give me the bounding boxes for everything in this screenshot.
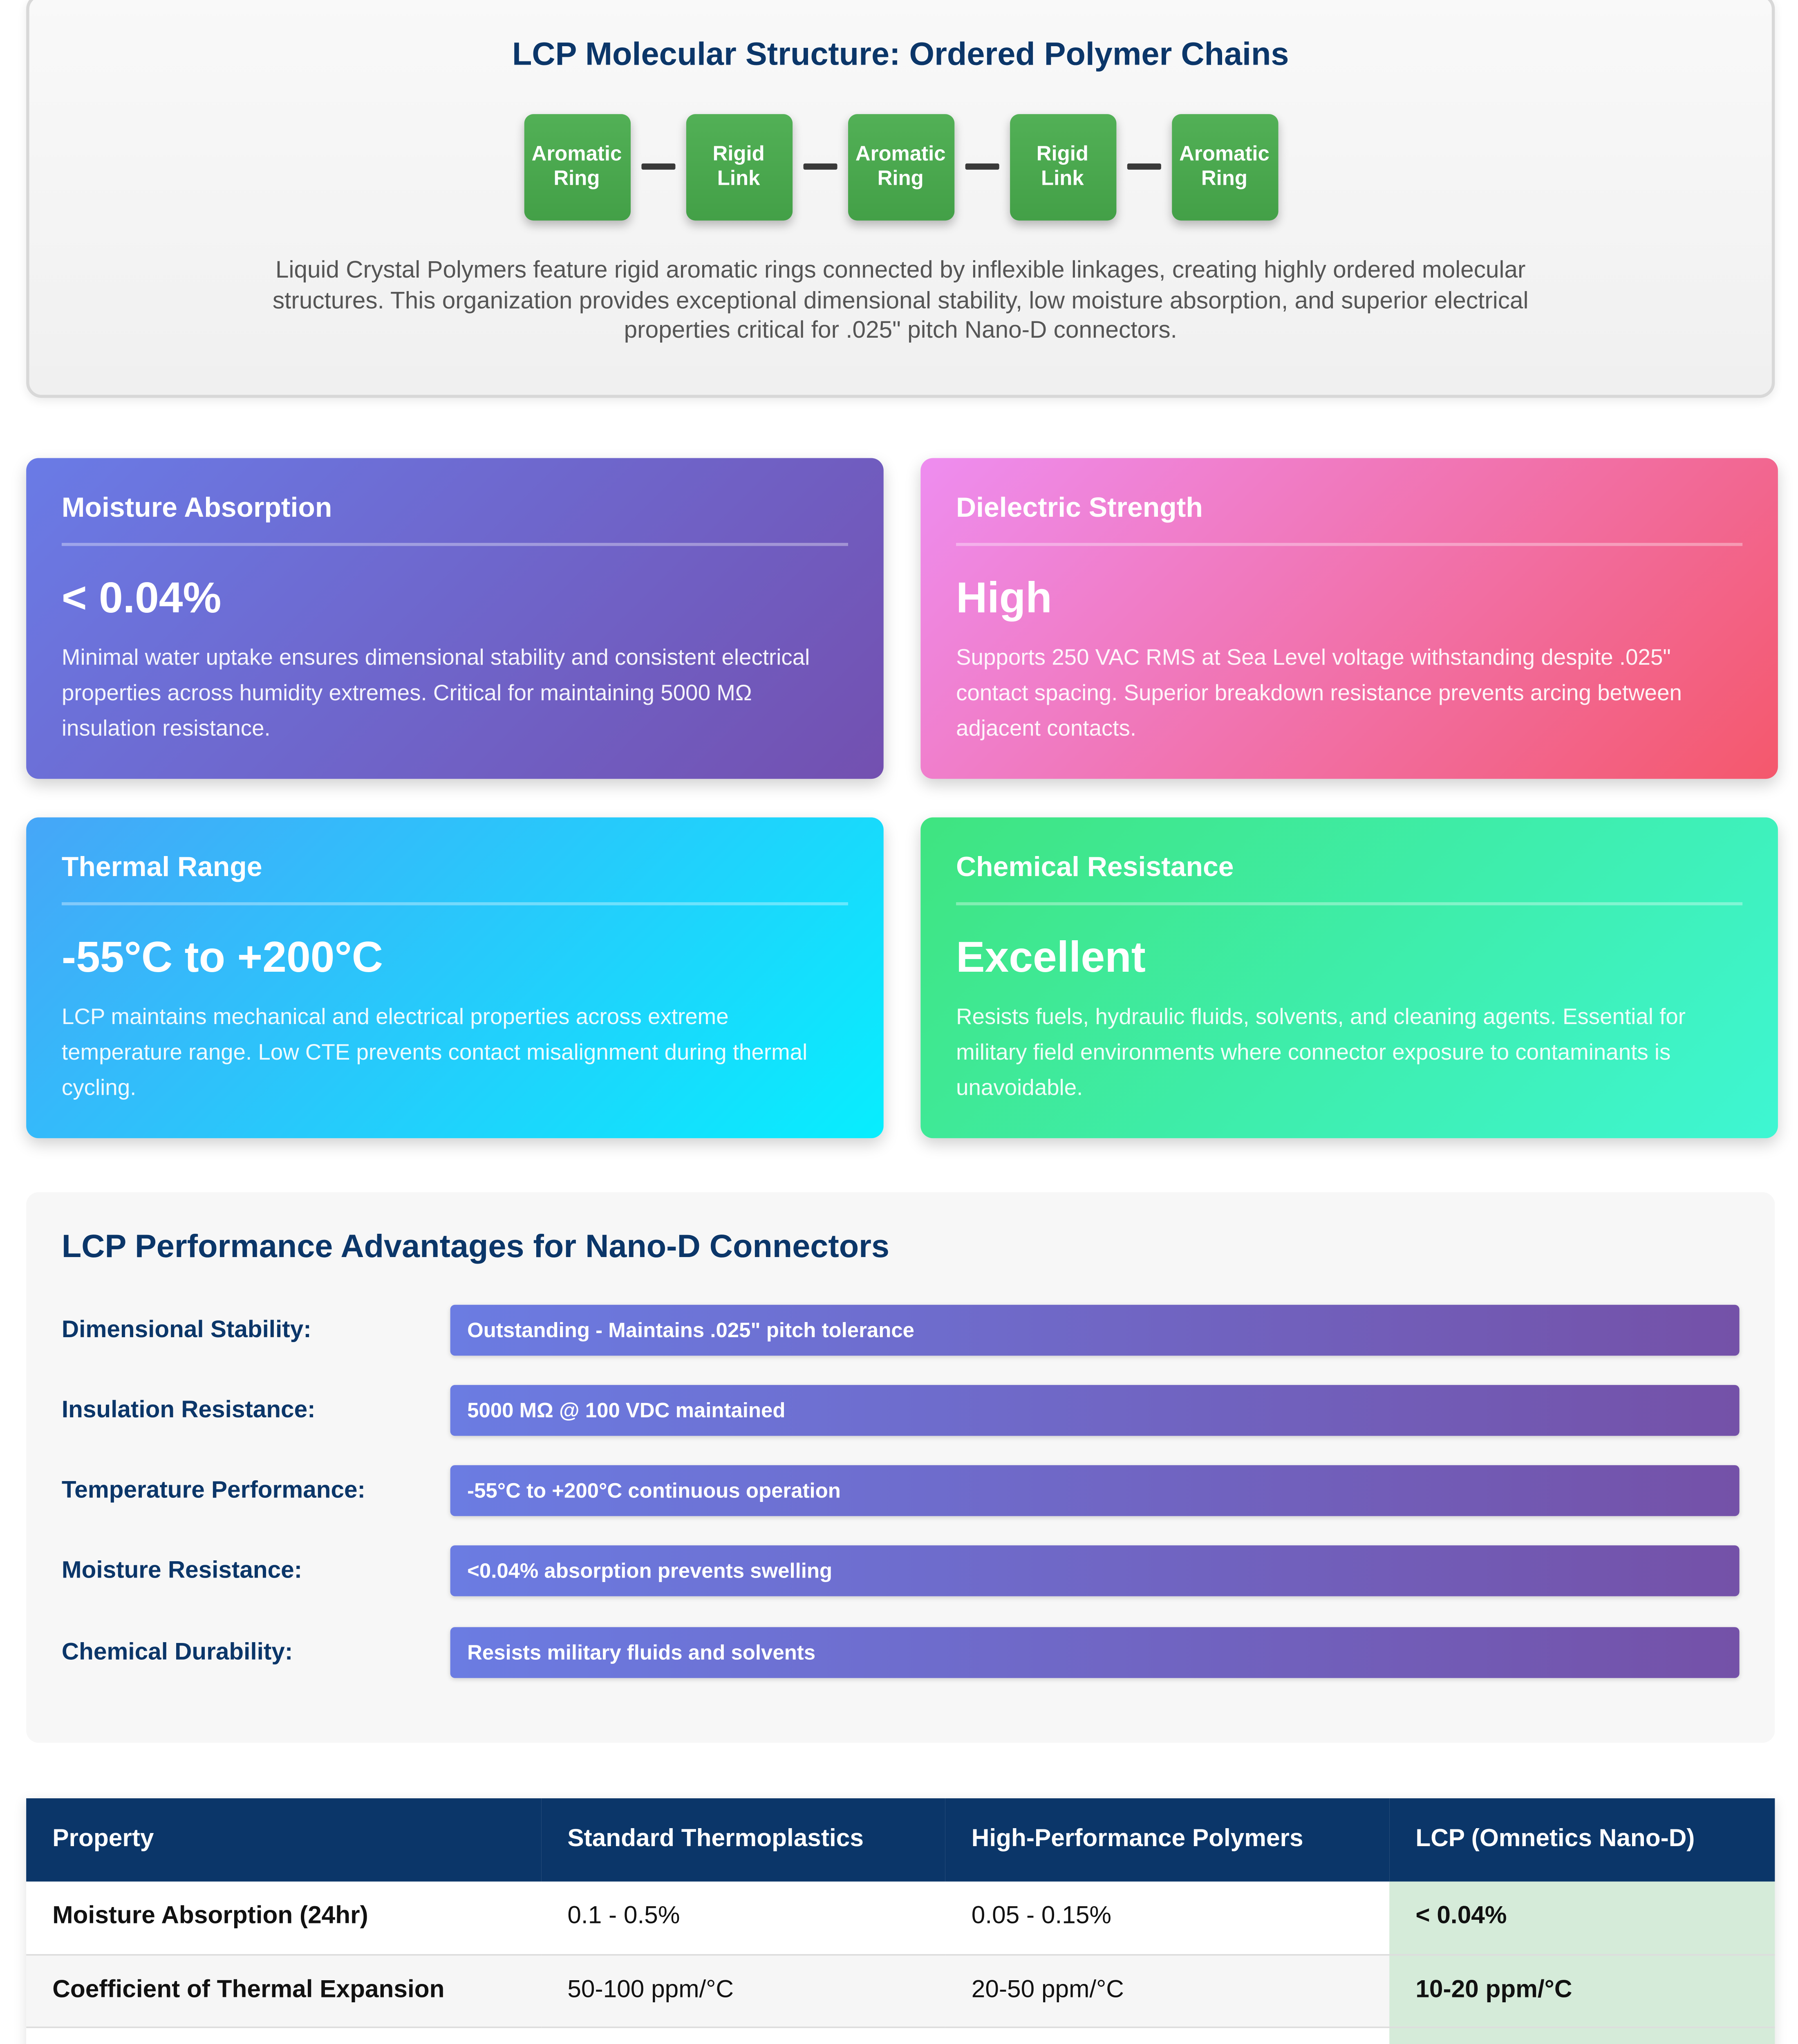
- advantage-row: [26, 1305, 1775, 1356]
- advantage-label: Moisture Resistance:: [61, 1558, 302, 1584]
- advantage-row: [26, 1627, 1775, 1678]
- property-card-dielectric-strength: [920, 458, 1778, 779]
- performance-advantages-panel: [26, 1192, 1775, 1743]
- molecular-structure-description: Liquid Crystal Polymers feature rigid aromatic rings connected by inflexible linkages, creating highly ordered molecular structures. This organization provides exceptional dimensional stability, low moisture absorption, and superior electrical properties critical for .025" pitch Nano-D connectors.: [272, 258, 1529, 344]
- card-description: LCP maintains mechanical and electrical properties across extreme temperature range. Low CTE prevents contact misalignment during thermal cycling.: [61, 1005, 808, 1101]
- chain-bond: [1126, 164, 1160, 170]
- column-header-high-performance-polymers: High-Performance Polymers: [945, 1798, 1390, 1882]
- molecular-structure-title: LCP Molecular Structure: Ordered Polymer Chains: [512, 37, 1289, 73]
- property-card-moisture-absorption: [26, 458, 884, 779]
- table-cell-property: [26, 2026, 541, 2044]
- chain-unit-rigid-link: [1009, 113, 1115, 220]
- chain-bond: [965, 164, 999, 170]
- chain-bond: [803, 164, 837, 170]
- advantage-label: Chemical Durability:: [61, 1639, 293, 1666]
- property-card-chemical-resistance: [920, 818, 1778, 1139]
- chain-unit-aromatic-ring: [847, 113, 954, 220]
- table-header-row: [26, 1798, 1775, 1882]
- card-title: Chemical Resistance: [956, 851, 1234, 882]
- card-title: Dielectric Strength: [956, 492, 1203, 523]
- card-description: Minimal water uptake ensures dimensional stability and consistent electrical properties across humidity extremes. Critical for maintaining 5000 MΩ insulation resistance.: [61, 646, 810, 742]
- table-cell-lcp: 10-20 ppm/°C: [1389, 1954, 1775, 2026]
- advantage-bar: Outstanding - Maintains .025" pitch tolerance: [450, 1305, 1740, 1356]
- card-description: Resists fuels, hydraulic fluids, solvents, and cleaning agents. Essential for military field environments where connector exposure to contaminants is unavoidable.: [956, 1005, 1686, 1101]
- advantage-row: [26, 1385, 1775, 1436]
- table-cell: 50-100 ppm/°C: [541, 1954, 945, 2026]
- advantage-bar: -55°C to +200°C continuous operation: [450, 1465, 1740, 1516]
- table-cell: 0.1 - 0.5%: [541, 1882, 945, 1954]
- advantage-label: Insulation Resistance:: [61, 1397, 316, 1424]
- card-title: Thermal Range: [61, 851, 262, 882]
- advantage-row: [26, 1545, 1775, 1596]
- card-divider: [956, 543, 1742, 546]
- table-row: [26, 1882, 1775, 1954]
- performance-advantages-title: LCP Performance Advantages for Nano-D Connectors: [61, 1229, 890, 1265]
- chain-unit-aromatic-ring: [524, 113, 630, 220]
- column-header-standard-thermoplastics: Standard Thermoplastics: [541, 1798, 945, 1882]
- chain-bond: [641, 164, 675, 170]
- advantage-bar: Resists military fluids and solvents: [450, 1627, 1740, 1678]
- chain-unit-label: Aromatic Ring: [855, 142, 946, 190]
- molecular-structure-panel: [26, 0, 1775, 398]
- card-description: Supports 250 VAC RMS at Sea Level voltage withstanding despite .025" contact spacing. Superior breakdown resistance prevents arcing between adjacent contacts.: [956, 646, 1682, 742]
- chain-unit-label: Aromatic Ring: [1179, 142, 1270, 190]
- table-cell: 20-50 ppm/°C: [945, 1954, 1390, 2026]
- card-divider: [956, 902, 1742, 905]
- polymer-chain-diagram: [29, 112, 1772, 220]
- chain-unit-rigid-link: [685, 113, 792, 220]
- table-cell-property: Coefficient of Thermal Expansion: [26, 1954, 541, 2026]
- table-cell-property: Moisture Absorption (24hr): [26, 1882, 541, 1954]
- table-cell: [541, 2026, 945, 2044]
- advantage-label: Dimensional Stability:: [61, 1317, 311, 1344]
- chain-unit-label: Rigid Link: [712, 142, 765, 190]
- advantage-bar: 5000 MΩ @ 100 VDC maintained: [450, 1385, 1740, 1436]
- chain-unit-label: Aromatic Ring: [531, 142, 622, 190]
- table-row: [26, 2026, 1775, 2044]
- card-value: < 0.04%: [61, 574, 222, 622]
- advantage-row: [26, 1465, 1775, 1516]
- property-card-thermal-range: [26, 818, 884, 1139]
- table-cell: [945, 2026, 1390, 2044]
- column-header-property: Property: [26, 1798, 541, 1882]
- table-cell: 0.05 - 0.15%: [945, 1882, 1390, 1954]
- material-comparison-table: [26, 1798, 1775, 2044]
- card-value: Excellent: [956, 933, 1146, 981]
- table-cell-lcp: [1389, 2026, 1775, 2044]
- card-title: Moisture Absorption: [61, 492, 332, 523]
- card-divider: [62, 543, 848, 546]
- advantage-label: Temperature Performance:: [61, 1477, 366, 1504]
- advantage-bar: <0.04% absorption prevents swelling: [450, 1545, 1740, 1596]
- card-value: High: [956, 574, 1052, 622]
- table-cell-lcp: < 0.04%: [1389, 1882, 1775, 1954]
- card-divider: [62, 902, 848, 905]
- card-value: -55°C to +200°C: [61, 933, 383, 981]
- chain-unit-label: Rigid Link: [1036, 142, 1089, 190]
- chain-unit-aromatic-ring: [1171, 113, 1277, 220]
- column-header-lcp: LCP (Omnetics Nano-D): [1389, 1798, 1775, 1882]
- table-row: [26, 1954, 1775, 2026]
